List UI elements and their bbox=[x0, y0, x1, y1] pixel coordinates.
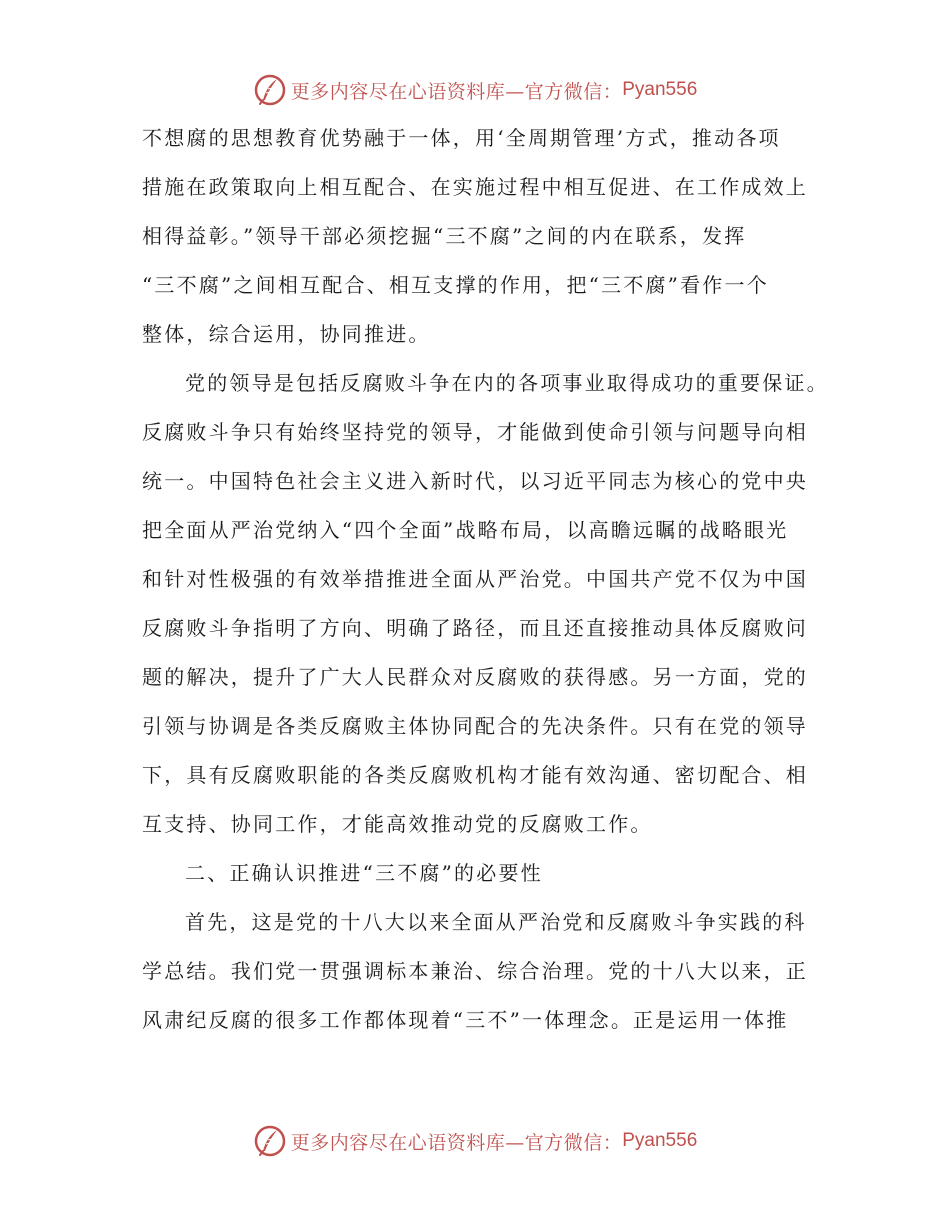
text-line: 统一。中国特色社会主义进入新时代，以习近平同志为核心的党中央 bbox=[142, 469, 808, 493]
text-line: 互支持、协同工作，才能高效推动党的反腐败工作。 bbox=[142, 812, 653, 836]
text-line: 相得益彰。”领导干部必须挖掘“三不腐”之间的内在联系，发挥 bbox=[142, 224, 747, 248]
text-line: 党的领导是包括反腐败斗争在内的各项事业取得成功的重要保证。 bbox=[185, 371, 829, 395]
text-line: 不想腐的思想教育优势融于一体，用‘全周期管理’方式，推动各项 bbox=[142, 126, 781, 150]
header-slogan: 更多内容尽在心语资料库—官方微信： bbox=[290, 80, 623, 103]
footer-wechat-id: Pyan556 bbox=[622, 1130, 698, 1151]
text-line: 二、正确认识推进“三不腐”的必要性 bbox=[185, 861, 543, 885]
text-line: 和针对性极强的有效举措推进全面从严治党。中国共产党不仅为中国 bbox=[142, 567, 808, 591]
text-line: 整体，综合运用，协同推进。 bbox=[142, 322, 431, 346]
text-line: 引领与协调是各类反腐败主体协同配合的先决条件。只有在党的领导 bbox=[142, 714, 808, 738]
feather-pen-logo-icon bbox=[253, 73, 287, 107]
text-line: “三不腐”之间相互配合、相互支撑的作用，把“三不腐”看作一个 bbox=[142, 273, 769, 297]
text-line: 反腐败斗争只有始终坚持党的领导，才能做到使命引领与问题导向相 bbox=[142, 420, 808, 444]
text-line: 风肃纪反腐的很多工作都体现着“三不”一体理念。正是运用一体推 bbox=[142, 1008, 789, 1032]
text-line: 措施在政策取向上相互配合、在实施过程中相互促进、在工作成效上 bbox=[142, 175, 808, 199]
text-line: 首先，这是党的十八大以来全面从严治党和反腐败斗争实践的科 bbox=[185, 910, 807, 934]
text-line: 学总结。我们党一贯强调标本兼治、综合治理。党的十八大以来，正 bbox=[142, 959, 808, 983]
text-line: 题的解决，提升了广大人民群众对反腐败的获得感。另一方面，党的 bbox=[142, 665, 808, 689]
header-wechat-id: Pyan556 bbox=[622, 79, 698, 100]
body-text bbox=[142, 114, 829, 1045]
feather-pen-logo-icon bbox=[253, 1124, 287, 1158]
footer-slogan: 更多内容尽在心语资料库—官方微信： bbox=[290, 1131, 623, 1154]
header-banner bbox=[0, 70, 950, 110]
text-line: 把全面从严治党纳入“四个全面”战略布局，以高瞻远瞩的战略眼光 bbox=[142, 518, 789, 542]
footer-banner bbox=[0, 1121, 950, 1161]
text-line: 下，具有反腐败职能的各类反腐败机构才能有效沟通、密切配合、相 bbox=[142, 763, 808, 787]
text-line: 反腐败斗争指明了方向、明确了路径，而且还直接推动具体反腐败问 bbox=[142, 616, 808, 640]
